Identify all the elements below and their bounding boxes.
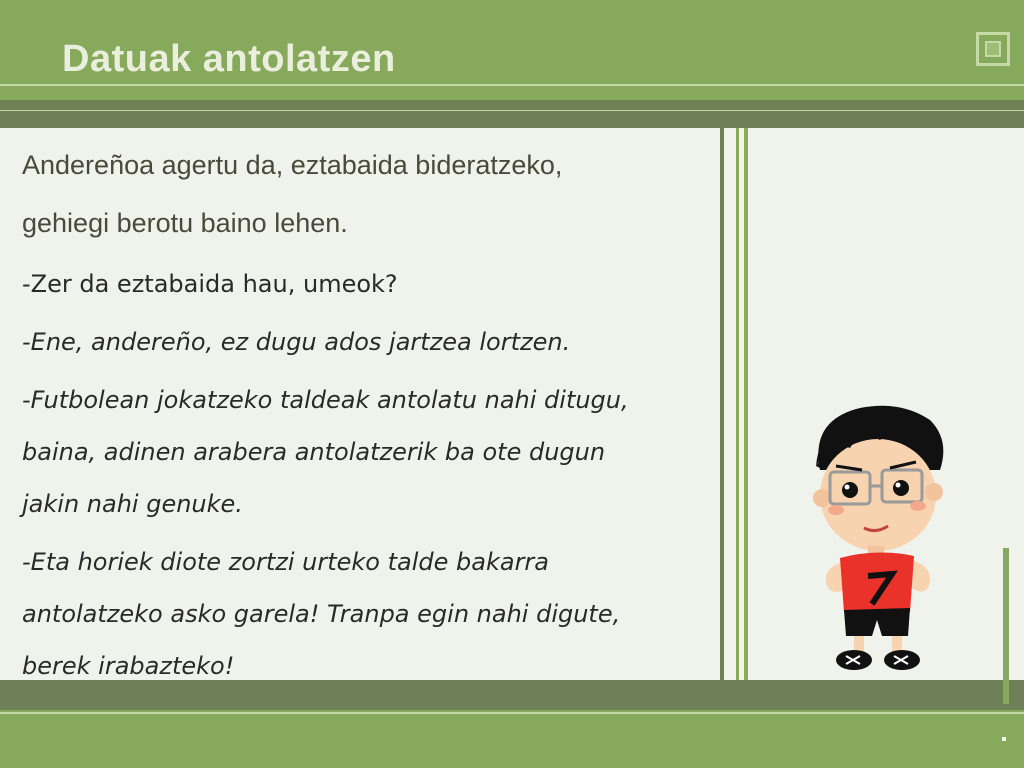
dialogue-line: -Eta horiek diote zortzi urteko talde bakarra — [22, 548, 550, 576]
text-area — [22, 136, 722, 692]
dialogue-line: -Futbolean jokatzeko taldeak antolatu nahi ditugu, — [22, 386, 629, 414]
dialogue-line: jakin nahi genuke. — [22, 490, 243, 518]
page-title: Datuak antolatzen — [62, 38, 396, 80]
divider-gap — [724, 128, 736, 680]
square-frame-icon — [976, 32, 1010, 66]
dialogue-line: baina, adinen arabera antolatzerik ba ote dugun — [22, 438, 606, 466]
corner-dot — [1002, 737, 1006, 741]
dialogue-paragraph — [22, 536, 722, 692]
dialogue-line: -Ene, andereño, ez dugu ados jartzea lortzen. — [22, 328, 571, 356]
dialogue-line: antolatzeko asko garela! Tranpa egin nahi digute, — [22, 600, 621, 628]
intro-line: Andereñoa agertu da, eztabaida bideratzeko, — [22, 150, 563, 180]
dialogue-paragraph — [22, 316, 722, 368]
dialogue-line: -Zer da eztabaida hau, umeok? — [22, 270, 398, 298]
bottom-line — [0, 712, 1024, 714]
top-band-line — [0, 110, 1024, 111]
dialogue-paragraph — [22, 258, 722, 310]
header-divider — [0, 84, 1024, 86]
dialogue-line: berek irabazteko! — [22, 652, 235, 680]
right-accent-bar — [1003, 548, 1009, 704]
boy-cartoon — [800, 400, 960, 680]
top-band — [0, 100, 1024, 128]
intro-line: gehiegi berotu baino lehen. — [22, 208, 348, 238]
dialogue-paragraph — [22, 374, 722, 530]
